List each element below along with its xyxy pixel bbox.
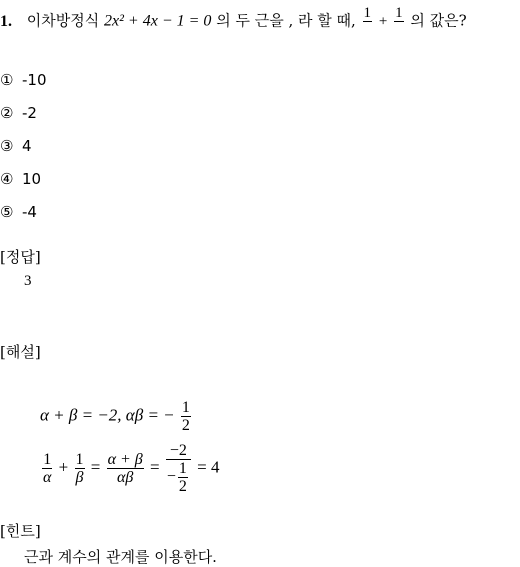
solution-fraction-nested: −2 − $\frac{1}{2}$ [166,442,191,495]
question-text-mid: 의 두 근을 , 라 할 때, [216,11,356,30]
solution-fraction-alpha: $\frac{1}{\alpha}$ [43,451,52,486]
question-number: 1. [0,12,12,30]
question [0,6,467,37]
explanation-label: [해설] [0,343,41,361]
solution-fraction-half: $\frac{1}{2}$ [181,399,190,434]
solution-line-1: α + β = −2, αβ = − $\frac{1}{2}$ [40,399,190,434]
option-2[interactable]: ② -2 [0,104,37,122]
option-1[interactable]: ① -10 [0,71,47,89]
question-text-after: 의 값은? [410,11,467,30]
question-equation: 2x² + 4x − 1 = 0 [104,12,212,30]
solution-result: = 4 [197,457,220,477]
question-plus: + [378,13,388,30]
option-5[interactable]: ⑤ -4 [0,203,37,221]
solution-fraction-nested-half: $\frac{1}{2}$ [178,460,187,495]
answer-value: 3 [24,273,32,289]
question-text-before: 이차방정식 [26,11,100,30]
solution-fraction-beta: $\frac{1}{\beta}$ [75,451,84,486]
answer-label: [정답] [0,248,41,266]
option-3[interactable]: ③ 4 [0,137,32,155]
solution-fraction-sum-product: $\frac{\alpha + \beta}{\alpha\beta}$ [107,451,143,486]
hint-label: [힌트] [0,522,41,540]
question-fraction-1: 1 [363,6,373,37]
option-4[interactable]: ④ 10 [0,170,42,188]
question-fraction-2: 1 [394,6,404,37]
solution-line-2: $\frac{1}{\alpha}$ + $\frac{1}{\beta}$ = $\frac{\alpha + \beta}{\alpha\beta}$ = −2 − $\frac{1}{2}$ = 4 [43,442,220,495]
hint-text: 근과 계수의 관계를 이용한다. [24,548,217,566]
